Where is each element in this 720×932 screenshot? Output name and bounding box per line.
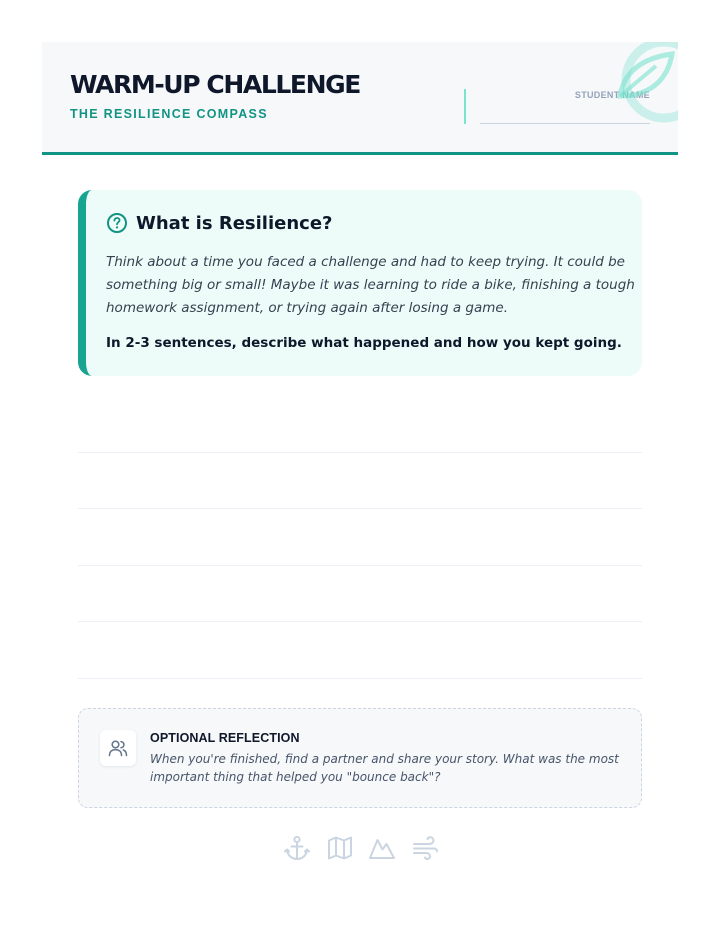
writing-line[interactable]	[78, 508, 642, 509]
optional-reflection-box	[78, 708, 642, 808]
reflection-text: When you're finished, find a partner and share your story. What was the most important thing that helped you "bounce back"?	[150, 752, 619, 784]
wind-icon	[411, 834, 439, 862]
student-name-label: STUDENT NAME	[574, 90, 650, 100]
footer-icon-row	[283, 834, 439, 862]
writing-line[interactable]	[78, 452, 642, 453]
page-subtitle: THE RESILIENCE COMPASS	[70, 107, 268, 121]
mountain-icon	[368, 834, 396, 862]
writing-line[interactable]	[78, 621, 642, 622]
writing-prompt: In 2-3 sentences, describe what happened and how you kept going.	[106, 335, 622, 351]
question-circle-icon	[106, 212, 128, 234]
card-title: What is Resilience?	[136, 212, 333, 234]
page-title: WARM-UP CHALLENGE	[70, 70, 360, 99]
reflection-title: OPTIONAL REFLECTION	[150, 731, 300, 745]
writing-line[interactable]	[78, 678, 642, 679]
leaf-icon	[594, 42, 678, 126]
card-body-text: Think about a time you faced a challenge and had to keep trying. It could be something big or small! Maybe it was learning to ride a bike, finishing a tough homework assignment, or trying again after losing a game.	[106, 254, 635, 316]
resilience-info-card	[78, 190, 642, 376]
map-icon	[326, 834, 354, 862]
header-divider	[464, 89, 466, 124]
writing-area[interactable]	[78, 396, 642, 686]
writing-line[interactable]	[78, 565, 642, 566]
worksheet-header	[42, 42, 678, 155]
anchor-icon	[283, 834, 311, 862]
card-heading	[106, 212, 332, 234]
people-icon	[100, 730, 136, 766]
